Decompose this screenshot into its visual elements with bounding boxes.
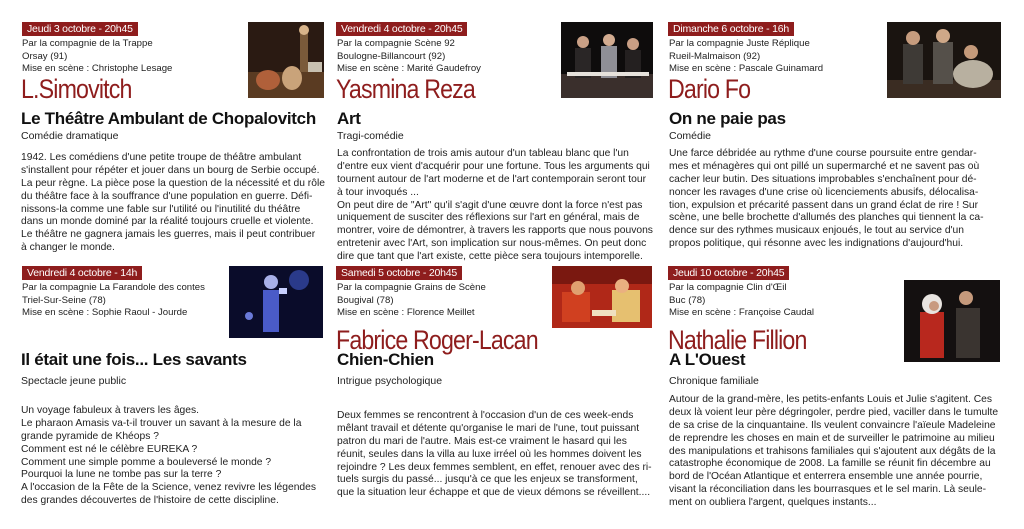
photo-savants xyxy=(229,266,323,338)
description-line: des grandes découvertes de l'histoire de cette discipline. xyxy=(21,495,279,507)
photo-reza xyxy=(561,22,653,98)
meta-simovitch xyxy=(22,38,172,76)
description-line: tuels surgis du passé... jusqu'à ce que les enjeux se transforment, xyxy=(337,474,638,486)
description-line: d'entre eux vient d'acquérir pour une fortune. Tous les arguments qui xyxy=(337,160,650,172)
meta-fo xyxy=(669,38,823,76)
description-line: réunit, seules dans la villa au luxe irréel où les hommes doivent les xyxy=(337,448,642,460)
description-roger-lacan xyxy=(337,410,653,500)
genre-roger-lacan: Intrigue psychologique xyxy=(337,375,443,387)
company-line: Par la compagnie Scène 92 xyxy=(337,38,455,49)
description-line: mes et ménagères qui ont pillé un supermarché et ne savent pas où xyxy=(669,160,980,172)
title-reza: Art xyxy=(337,109,361,128)
meta-roger-lacan xyxy=(337,282,486,320)
description-line: Autour de la grand-mère, les petits-enfants Louis et Julie s'agitent. Ces xyxy=(669,394,993,405)
description-line: visant la réconciliation dans les bourrasques et le sel marin. Là seule- xyxy=(669,484,987,496)
description-line: La confrontation de trois amis autour d'un tableau blanc que l'un xyxy=(337,148,629,159)
description-line: de sa crise de la cinquantaine. Ils veulent convaincre l'aïeule Madeleine xyxy=(669,419,996,431)
description-line: bord de l'Océan Atlantique et enterrera ensemble une année pourrie, xyxy=(669,471,983,483)
meta-fillion xyxy=(669,282,814,320)
date-badge-fo: Dimanche 6 octobre - 16h xyxy=(668,22,794,36)
description-line: ment on oubliera l'argent, quelques instants... xyxy=(669,497,877,509)
director-line: Mise en scène : Pascale Guinamard xyxy=(669,63,824,74)
director-line: Mise en scène : Sophie Raoul - Jourde xyxy=(22,307,188,318)
description-line: noncer les ravages d'une crise où licenciements abusifs, délocalisa- xyxy=(669,186,979,198)
description-line: scène, une belle brochette d'allumés des planches qui tiennent la ca- xyxy=(669,212,984,224)
description-line: tournent autour de l'art moderne et de l'art contemporain seront tour xyxy=(337,173,647,185)
description-line: dans un monde dominé par la réalité toujours cruelle et violente. xyxy=(21,216,314,228)
description-line: nissons-la comme une fable sur l'utilité ou l'inutilité du théâtre xyxy=(21,203,301,215)
city-line: Buc (78) xyxy=(669,294,706,306)
genre-savants: Spectacle jeune public xyxy=(21,375,127,387)
director-line: Mise en scène : Florence Meillet xyxy=(337,307,475,318)
description-line: patron du mari de l'autre. Mais est-ce vraiment le hasard qui les xyxy=(337,435,627,447)
genre-fillion: Chronique familiale xyxy=(669,375,759,387)
photo-fo xyxy=(887,22,1001,98)
description-savants xyxy=(21,405,327,508)
description-line: A l'occasion de la Fête de la Science, venez revivre les légendes xyxy=(21,482,317,494)
description-line: des manipulations et trahisons familiales qui s'ajoutent aux dégâts de la xyxy=(669,445,996,457)
description-line: propos politique, qui résonne avec les indignations d'aujourd'hui. xyxy=(669,238,964,250)
meta-savants xyxy=(22,282,205,320)
description-line: Le pharaon Amasis va-t-il trouver un savant à la mesure de la xyxy=(21,417,302,429)
director-line: Mise en scène : Christophe Lesage xyxy=(22,63,173,74)
date-badge-reza: Vendredi 4 octobre - 20h45 xyxy=(336,22,467,36)
genre-fo: Comédie xyxy=(669,130,712,142)
author-simovitch: L.Simovitch xyxy=(21,74,132,104)
title-savants: Il était une fois... Les savants xyxy=(21,350,247,369)
description-line: uniquement de susciter des réflexions sur l'art en général, mais de xyxy=(337,212,640,224)
description-line: de reprendre les choses en main et de surveiller le patrimoine au milieu xyxy=(669,432,995,444)
photo-fillion xyxy=(904,280,1000,362)
description-simovitch xyxy=(21,152,327,255)
title-roger-lacan: Chien-Chien xyxy=(337,350,434,369)
city-line: Boulogne-Billancourt (92) xyxy=(337,50,446,62)
description-line: La peur règne. La pièce pose la question de la nécessité et du rôle xyxy=(21,177,325,189)
description-fo xyxy=(669,148,1003,251)
description-line: 1942. Les comédiens d'une petite troupe de théâtre ambulant xyxy=(21,152,302,163)
description-reza xyxy=(337,148,653,264)
genre-simovitch: Comédie dramatique xyxy=(21,130,119,142)
description-fillion xyxy=(669,394,1003,510)
description-line: On peut dire de "Art" qu'il s'agit d'une œuvre dont la force n'est pas xyxy=(337,199,643,211)
city-line: Bougival (78) xyxy=(337,294,394,306)
date-badge-simovitch: Jeudi 3 octobre - 20h45 xyxy=(22,22,138,36)
description-line: Deux femmes se rencontrent à l'occasion d'un de ces week-ends xyxy=(337,410,634,421)
title-fillion: A L'Ouest xyxy=(669,350,746,369)
author-roger-lacan: Fabrice Roger-Lacan xyxy=(336,325,538,355)
description-line: Un voyage fabuleux à travers les âges. xyxy=(21,405,200,416)
description-line: que la situation leur échappe et que de vieux démons se réveillent.... xyxy=(337,487,651,499)
description-line: deux là voient leur père dégringoler, perdre pied, vaciller dans le tumulte xyxy=(669,406,999,418)
date-badge-fillion: Jeudi 10 octobre - 20h45 xyxy=(668,266,789,280)
photo-roger-lacan xyxy=(552,266,652,328)
city-line: Orsay (91) xyxy=(22,50,68,62)
photo-simovitch xyxy=(248,22,324,98)
title-fo: On ne paie pas xyxy=(669,109,786,128)
author-reza: Yasmina Reza xyxy=(336,74,475,104)
description-line: Comment une simple pomme a bouleversé le monde ? xyxy=(21,456,272,468)
description-line: du théâtre face à la souffrance d'une population en guerre. Défi- xyxy=(21,190,313,202)
description-line: s'installent pour répéter et jouer dans un bourg de Serbie occupé. xyxy=(21,164,320,176)
description-line: montrer, voire de démontrer, à travers les rapports que nous pouvons xyxy=(337,225,653,237)
description-line: Le théâtre ne gagnera jamais les guerres, mais il peut contribuer xyxy=(21,229,316,241)
description-line: à tour invoqués ... xyxy=(337,186,419,198)
company-line: Par la compagnie Clin d'Œil xyxy=(669,282,787,293)
director-line: Mise en scène : Françoise Caudal xyxy=(669,307,815,318)
description-line: Une farce débridée au rythme d'une course poursuite entre gendar- xyxy=(669,148,977,159)
date-badge-roger-lacan: Samedi 5 octobre - 20h45 xyxy=(336,266,462,280)
description-line: Comment est né le célèbre EUREKA ? xyxy=(21,443,198,455)
description-line: entretenir avec l'Art, son implication sur nous-mêmes. On peut donc xyxy=(337,238,647,250)
description-line: dence sur des rythmes musicaux enjoués, le tout au service d'un xyxy=(669,225,965,237)
genre-reza: Tragi-comédie xyxy=(337,130,404,142)
city-line: Rueil-Malmaison (92) xyxy=(669,50,761,62)
director-line: Mise en scène : Marité Gaudefroy xyxy=(337,63,481,74)
city-line: Triel-Sur-Seine (78) xyxy=(22,294,106,306)
author-fo: Dario Fo xyxy=(668,74,751,104)
date-badge-savants: Vendredi 4 octobre - 14h xyxy=(22,266,142,280)
description-line: à changer le monde. xyxy=(21,242,115,254)
company-line: Par la compagnie de la Trappe xyxy=(22,38,153,49)
title-simovitch: Le Théâtre Ambulant de Chopalovitch xyxy=(21,109,316,128)
description-line: Pourquoi la lune ne tombe pas sur la terre ? xyxy=(21,469,222,481)
description-line: mêlant travail et détente qu'organise le mari de l'une, tout puissant xyxy=(337,422,640,434)
meta-reza xyxy=(337,38,481,76)
company-line: Par la compagnie Juste Réplique xyxy=(669,38,810,49)
description-line: tion, expulsion et précarité passent dans un grand éclat de rire ! Sur xyxy=(669,199,979,211)
description-line: grande pyramide de Khéops ? xyxy=(21,430,159,442)
description-line: catastrophe économique de 2008. La famille se réunit fin décembre au xyxy=(669,458,991,470)
author-fillion: Nathalie Fillion xyxy=(668,325,807,355)
description-line: rejoindre ? Les deux femmes semblent, en effet, renouer avec des ri- xyxy=(337,461,652,473)
company-line: Par la compagnie La Farandole des contes xyxy=(22,282,205,293)
description-line: cacher leur butin. Des situations improbables s'enchaînent pour dé- xyxy=(669,173,977,185)
description-line: dire que tant que l'art existe, cette pièce sera toujours intemporelle. xyxy=(337,251,643,263)
company-line: Par la compagnie Grains de Scène xyxy=(337,282,486,293)
